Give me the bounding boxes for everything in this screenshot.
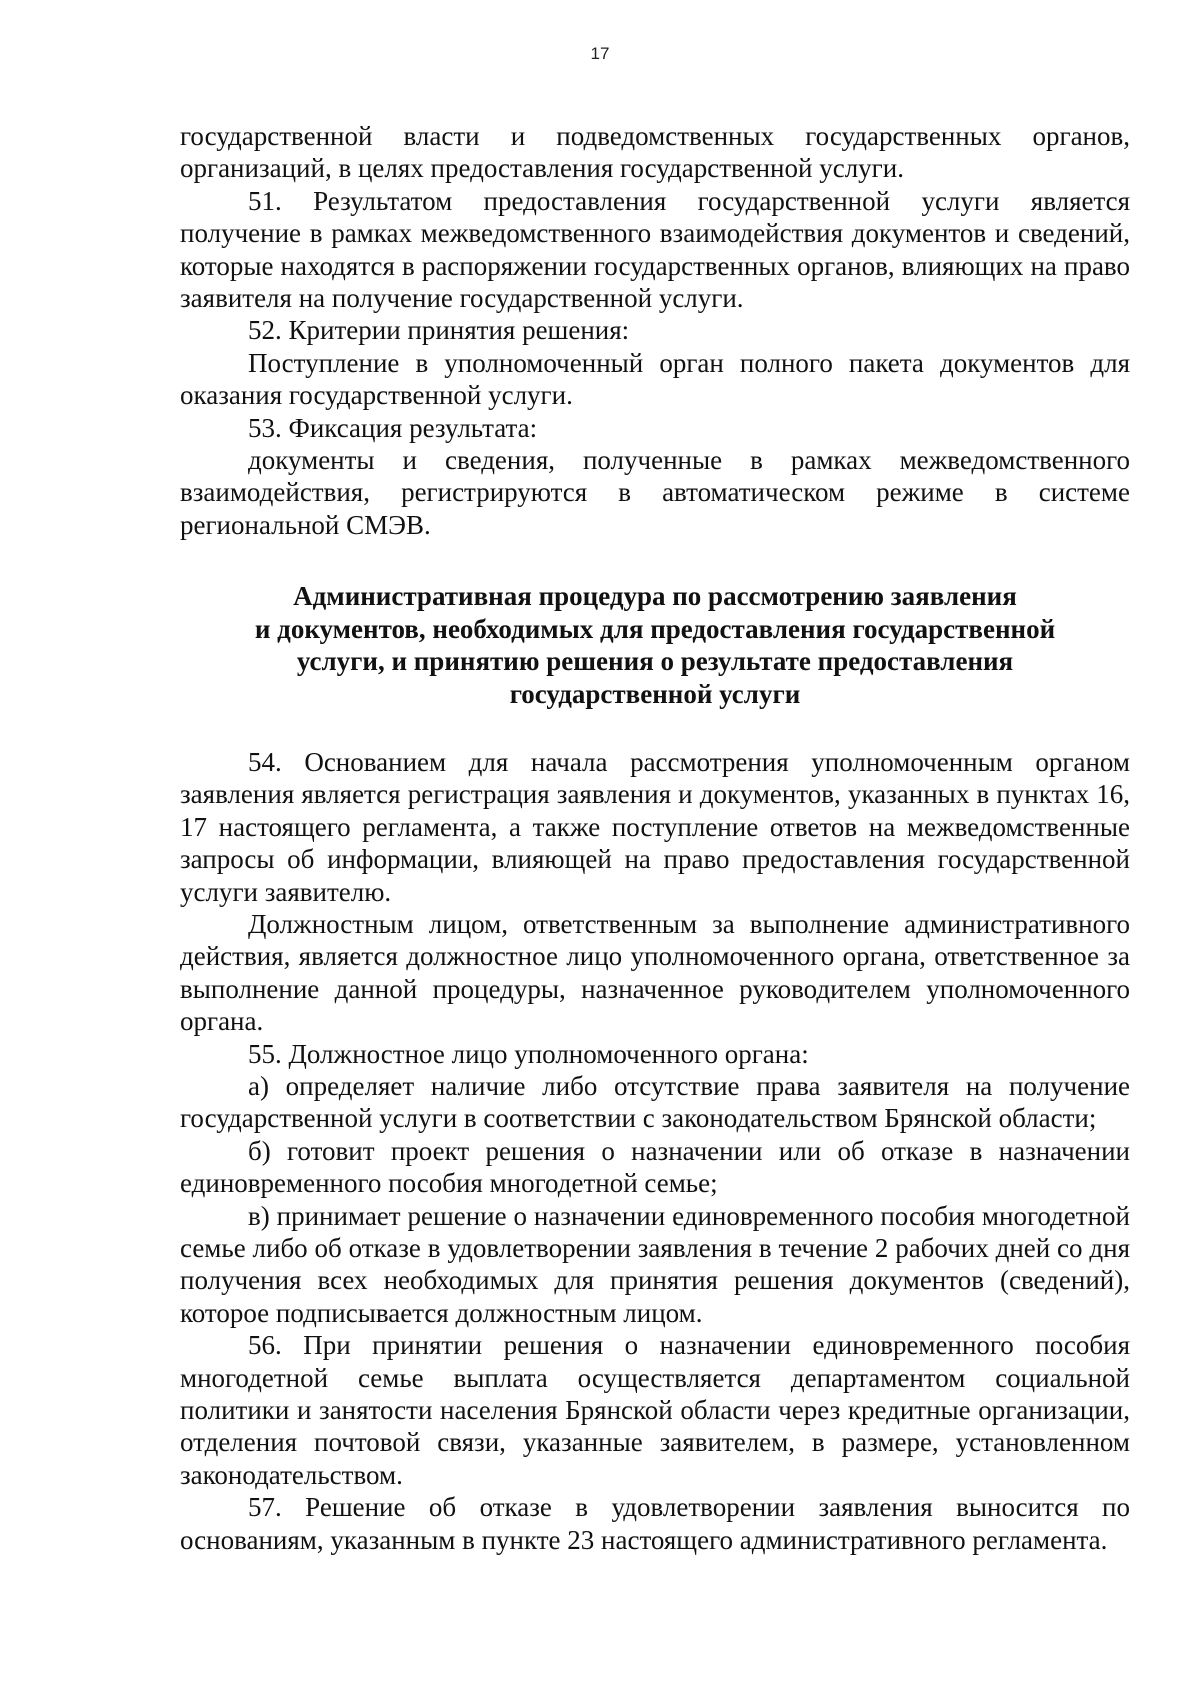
paragraph-56: 56. При принятии решения о назначении единовременного пособия многодетной семье выплата осуществляется департаментом социальной политики и занятости населения Брянской области через кредитные организации, отделения почтовой связи, указанные заявителем, в размере, установленном законодательством. bbox=[180, 1330, 1130, 1490]
paragraph-55-a: а) определяет наличие либо отсутствие права заявителя на получение государственной услуги в соответствии с законодательством Брянской области; bbox=[180, 1070, 1130, 1134]
section-heading bbox=[180, 580, 1130, 710]
paragraph-54: 54. Основанием для начала рассмотрения уполномоченным органом заявления является регистрация заявления и документов, указанных в пунктах 16, 17 настоящего регламента, а также поступление ответов на межведомственные запросы об информации, влияющей на право предоставления государственной услуги заявителю. bbox=[180, 746, 1130, 907]
paragraph-55-v: в) принимает решение о назначении единовременного пособия многодетной семье либо об отказе в удовлетворении заявления в течение 2 рабочих дней со дня получения всех необходимых для принятия решения документов (сведений), которое подписывается должностным лицом. bbox=[180, 1200, 1130, 1328]
paragraph-block-top bbox=[180, 120, 1130, 541]
paragraph-55: 55. Должностное лицо уполномоченного органа: bbox=[248, 1038, 809, 1069]
section-heading-line: и документов, необходимых для предоставления государственной bbox=[254, 613, 1056, 644]
paragraph-53-result: документы и сведения, полученные в рамках межведомственного взаимодействия, регистрируются в автоматическом режиме в системе региональной СМЭВ. bbox=[180, 445, 1130, 540]
section-heading-line: Административная процедура по рассмотрению заявления bbox=[293, 581, 1017, 612]
paragraph-52-criteria: Поступление в уполномоченный орган полного пакета документов для оказания государственной услуги. bbox=[180, 347, 1130, 411]
paragraph-continuation: государственной власти и подведомственных государственных органов, организаций, в целях предоставления государственной услуги. bbox=[180, 121, 1130, 184]
paragraph-54-responsible: Должностным лицом, ответственным за выполнение административного действия, является должностное лицо уполномоченного органа, ответственное за выполнение данной процедуры, назначенное руководителем уполномоченного органа. bbox=[180, 908, 1130, 1037]
paragraph-55-b: б) готовит проект решения о назначении или об отказе в назначении единовременного пособия многодетной семье; bbox=[180, 1135, 1130, 1199]
paragraph-51: 51. Результатом предоставления государственной услуги является получение в рамках межведомственного взаимодействия документов и сведений, которые находятся в распоряжении государственных органов, влияющих на право заявителя на получение государственной услуги. bbox=[180, 185, 1130, 314]
document-body bbox=[180, 120, 1130, 1556]
paragraph-block-bottom bbox=[180, 746, 1130, 1556]
paragraph-52: 52. Критерии принятия решения: bbox=[248, 315, 630, 346]
section-heading-line: услуги, и принятию решения о результате предоставления bbox=[296, 646, 1014, 677]
page-number: 17 bbox=[590, 44, 610, 63]
section-heading-line: государственной услуги bbox=[509, 678, 801, 709]
paragraph-53: 53. Фиксация результата: bbox=[248, 412, 538, 443]
paragraph-57: 57. Решение об отказе в удовлетворении заявления выносится по основаниям, указанным в пункте 23 настоящего административного регламента. bbox=[180, 1492, 1130, 1555]
